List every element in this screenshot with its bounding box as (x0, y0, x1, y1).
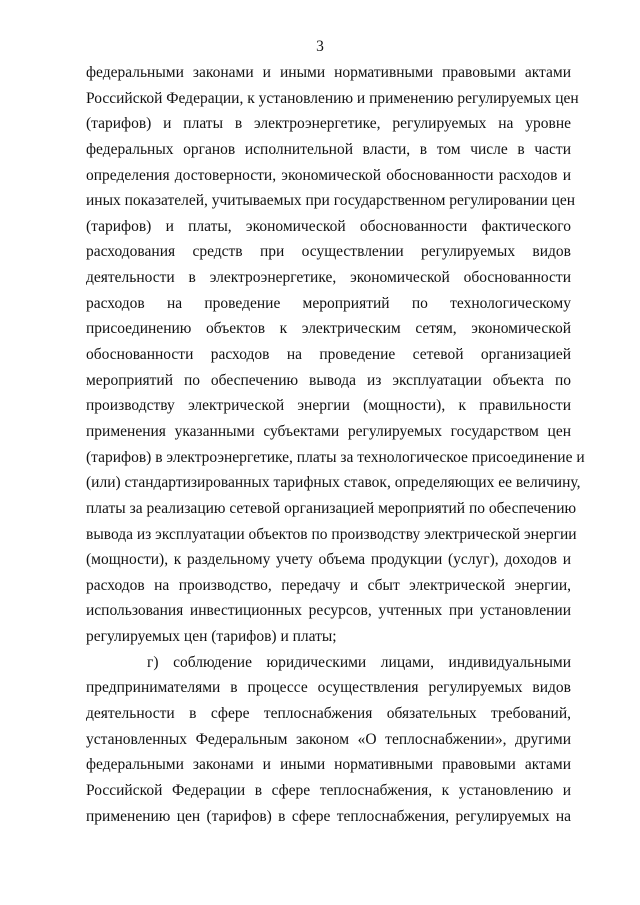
text-line: г) соблюдение юридическими лицами, индивидуальными (147, 653, 571, 671)
text-line: (тарифов) и платы, экономической обоснованности фактического (86, 217, 571, 235)
text-line: (тарифов) и платы в электроэнергетике, регулируемых на уровне (86, 115, 571, 133)
text-line: присоединению объектов к электрическим сетям, экономической (86, 320, 571, 338)
text-line: определения достоверности, экономической обоснованности расходов и (86, 166, 571, 184)
text-line: деятельности в электроэнергетике, экономической обоснованности (86, 269, 571, 287)
text-line: федеральных органов исполнительной власти, в том числе в части (86, 140, 571, 158)
text-line: применению цен (тарифов) в сфере теплоснабжения, регулируемых на (86, 807, 571, 825)
text-line: расходов на проведение мероприятий по технологическому (86, 294, 571, 312)
text-line: федеральными законами и иными нормативными правовыми актами (86, 756, 571, 774)
body-text (86, 60, 585, 829)
text-line: использования инвестиционных ресурсов, учтенных при установлении (86, 602, 571, 620)
text-line: деятельности в сфере теплоснабжения обязательных требований, (86, 705, 571, 723)
text-line: (тарифов) в электроэнергетике, платы за технологическое присоединение и (86, 448, 585, 466)
text-line: Российской Федерации в сфере теплоснабжения, к установлению и (86, 781, 571, 799)
text-line: расходования средств при осуществлении регулируемых видов (86, 243, 571, 261)
text-line: расходов на производство, передачу и сбыт электрической энергии, (86, 576, 571, 594)
text-line: предпринимателями в процессе осуществления регулируемых видов (86, 679, 571, 697)
text-line: производству электрической энергии (мощности), к правильности (86, 397, 571, 415)
text-line: обоснованности расходов на проведение сетевой организацией (86, 346, 571, 364)
text-line: применения указанными субъектами регулируемых государством цен (86, 422, 571, 440)
text-line: мероприятий по обеспечению вывода из эксплуатации объекта по (86, 371, 571, 389)
page-number: 3 (316, 38, 324, 55)
text-line: регулируемых цен (тарифов) и платы; (86, 628, 337, 646)
text-line: вывода из эксплуатации объектов по производству электрической энергии (86, 525, 577, 543)
text-line: иных показателей, учитываемых при государственном регулировании цен (86, 192, 576, 210)
text-line: установленных Федеральным законом «О теплоснабжении», другими (86, 730, 571, 748)
text-line: платы за реализацию сетевой организацией мероприятий по обеспечению (86, 499, 577, 517)
text-line: (или) стандартизированных тарифных ставок, определяющих ее величину, (86, 474, 581, 492)
text-line: (мощности), к раздельному учету объема продукции (услуг), доходов и (86, 551, 571, 569)
text-line: Российской Федерации, к установлению и применению регулируемых цен (86, 89, 579, 107)
text-line: федеральными законами и иными нормативными правовыми актами (86, 64, 571, 81)
